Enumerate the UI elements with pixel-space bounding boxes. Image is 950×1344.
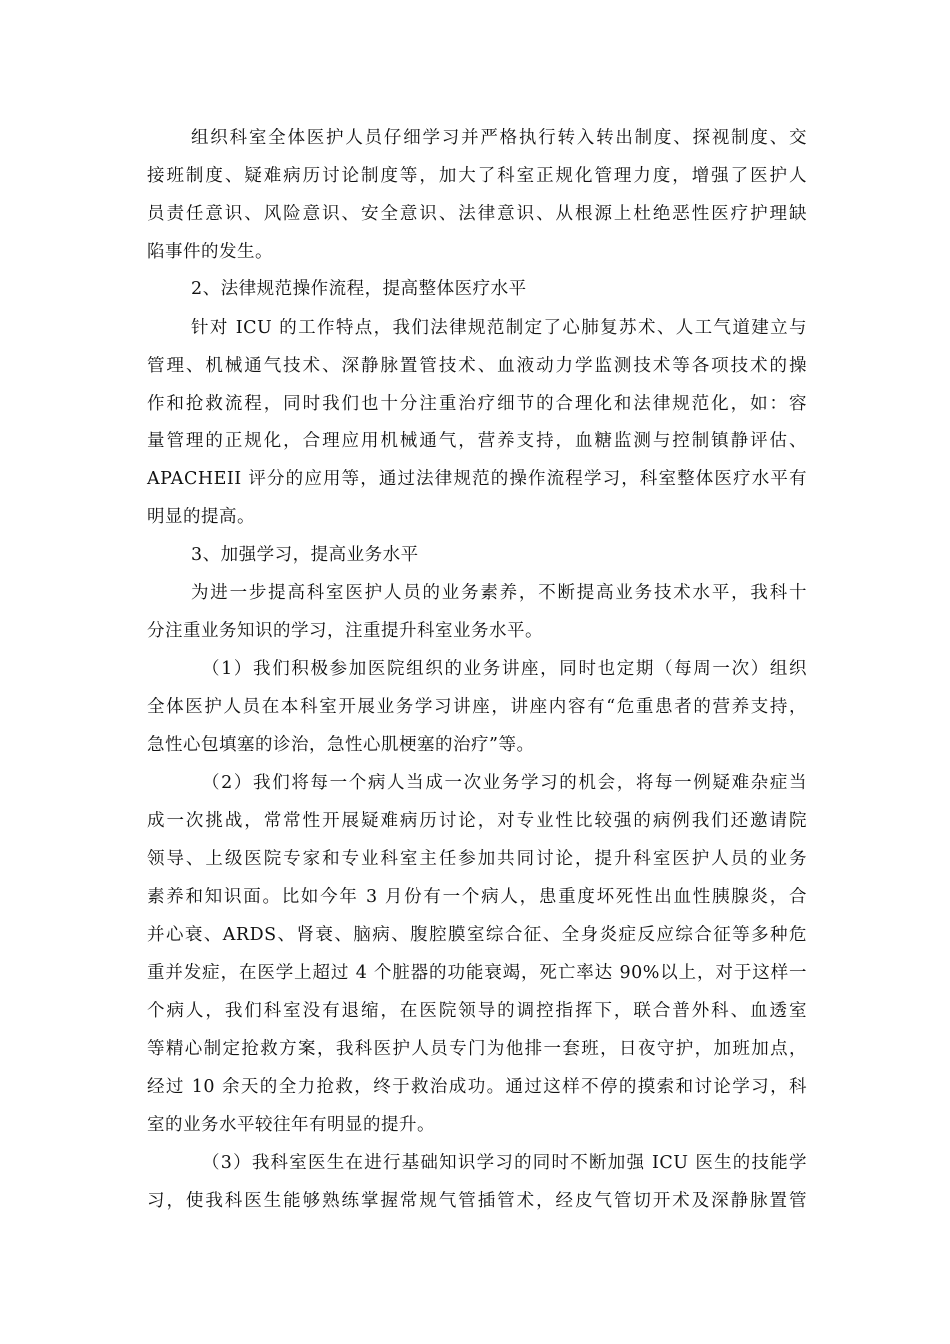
paragraph-line: 针对 ICU 的工作特点，我们法律规范制定了心肺复苏术、人工气道建立与	[191, 318, 807, 338]
paragraph-line: 经过 10 余天的全力抢救，终于救治成功。通过这样不停的摸索和讨论学习，科	[147, 1077, 807, 1097]
paragraph-line: 组织科室全体医护人员仔细学习并严格执行转入转出制度、探视制度、交	[191, 128, 807, 148]
paragraph-line: 重并发症，在医学上超过 4 个脏器的功能衰竭，死亡率达 90%以上，对于这样一	[147, 963, 807, 983]
paragraph-line: 急性心包填塞的诊治，急性心肌梗塞的治疗”等。	[147, 735, 535, 755]
paragraph-line: 习，使我科医生能够熟练掌握常规气管插管术，经皮气管切开术及深静脉置管	[147, 1191, 807, 1211]
paragraph-line: 素养和知识面。比如今年 3 月份有一个病人，患重度坏死性出血性胰腺炎，合	[147, 887, 807, 907]
paragraph-line: APACHEII 评分的应用等，通过法律规范的操作流程学习，科室整体医疗水平有	[147, 469, 807, 489]
section-heading: 2、法律规范操作流程，提高整体医疗水平	[191, 279, 527, 299]
paragraph-line: （3）我科室医生在进行基础知识学习的同时不断加强 ICU 医生的技能学	[202, 1153, 807, 1173]
paragraph-line: （2）我们将每一个病人当成一次业务学习的机会，将每一例疑难杂症当	[202, 773, 807, 793]
paragraph-line: 并心衰、ARDS、肾衰、脑病、腹腔膜室综合征、全身炎症反应综合征等多种危	[147, 925, 807, 945]
paragraph-line: 个病人，我们科室没有退缩，在医院领导的调控指挥下，联合普外科、血透室	[147, 1001, 807, 1021]
paragraph-line: 明显的提高。	[147, 507, 255, 527]
paragraph-line: 领导、上级医院专家和专业科室主任参加共同讨论，提升科室医护人员的业务	[147, 849, 807, 869]
paragraph-line: 作和抢救流程，同时我们也十分注重治疗细节的合理化和法律规范化，如：容	[147, 394, 807, 414]
paragraph-line: 全体医护人员在本科室开展业务学习讲座，讲座内容有“危重患者的营养支持，	[147, 697, 807, 717]
paragraph-line: 接班制度、疑难病历讨论制度等，加大了科室正规化管理力度，增强了医护人	[147, 166, 807, 186]
paragraph-line: 分注重业务知识的学习，注重提升科室业务水平。	[147, 621, 543, 641]
paragraph-line: 陷事件的发生。	[147, 242, 273, 262]
paragraph-line: 员责任意识、风险意识、安全意识、法律意识、从根源上杜绝恶性医疗护理缺	[147, 204, 807, 224]
paragraph-line: 管理、机械通气技术、深静脉置管技术、血液动力学监测技术等各项技术的操	[147, 356, 807, 376]
paragraph-line: 等精心制定抢救方案，我科医护人员专门为他排一套班，日夜守护，加班加点，	[147, 1039, 807, 1059]
section-heading: 3、加强学习，提高业务水平	[191, 545, 419, 565]
paragraph-line: 为进一步提高科室医护人员的业务素养，不断提高业务技术水平，我科十	[191, 583, 807, 603]
paragraph-line: 量管理的正规化，合理应用机械通气，营养支持，血糖监测与控制镇静评估、	[147, 431, 807, 451]
paragraph-line: （1）我们积极参加医院组织的业务讲座，同时也定期（每周一次）组织	[202, 659, 807, 679]
paragraph-line: 室的业务水平较往年有明显的提升。	[147, 1115, 435, 1135]
paragraph-line: 成一次挑战，常常性开展疑难病历讨论，对专业性比较强的病例我们还邀请院	[147, 811, 807, 831]
